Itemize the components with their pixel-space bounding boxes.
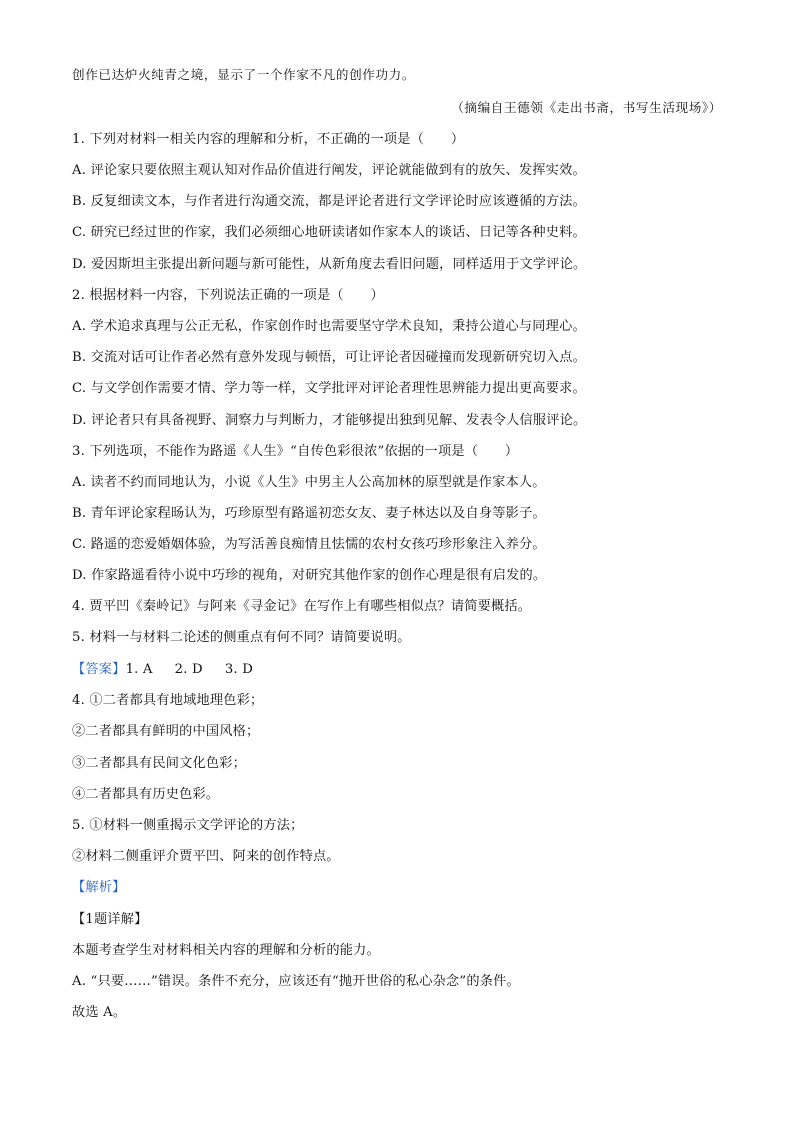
q2-option-d: D. 评论者只有具备视野、洞察力与判断力，才能够提出独到见解、发表令人信服评论。 [72,413,587,428]
answer-5-line-2: ②材料二侧重评介贾平凹、阿来的创作特点。 [72,849,340,864]
q2-option-a: A. 学术追求真理与公正无私，作家创作时也需要坚守学术良知，秉持公道心与同理心。 [72,319,586,334]
q5-stem: 5. 材料一与材料二论述的侧重点有何不同？请简要说明。 [72,630,411,645]
q2-option-c: C. 与文学创作需要才情、学力等一样，文学批评对评论者理性思辨能力提出更高要求。 [72,381,586,396]
detail-line-3: 故选 A。 [72,1005,127,1020]
detail-line-1: 本题考查学生对材料相关内容的理解和分析的能力。 [72,943,380,958]
q1-option-c: C. 研究已经过世的作家，我们必须细心地研读诸如作家本人的谈话、日记等各种史料。 [72,225,586,240]
citation: （摘编自王德领《走出书斋，书写生活现场》） [451,100,722,115]
answer-line [72,661,253,679]
q2-stem: 2. 根据材料一内容，下列说法正确的一项是（ ） [72,288,384,303]
answer-4-line-3: ③二者都具有民间文化色彩； [72,756,247,771]
answer-1: 1. A [125,662,153,677]
q4-stem: 4. 贾平凹《秦岭记》与阿来《寻金记》在写作上有哪些相似点？请简要概括。 [72,599,532,614]
detail-line-2: A. “只要……”错误。条件不充分，应该还有“抛开世俗的私心杂念”的条件。 [72,974,520,989]
q1-stem: 1. 下列对材料一相关内容的理解和分析，不正确的一项是（ ） [72,132,465,147]
q3-option-a: A. 读者不约而同地认为，小说《人生》中男主人公高加林的原型就是作家本人。 [72,475,546,490]
passage-tail: 创作已达炉火纯青之境，显示了一个作家不凡的创作功力。 [72,67,416,82]
q1-option-a: A. 评论家只要依照主观认知对作品价值进行阐发，评论就能做到有的放矢、发挥实效。 [72,163,586,178]
q1-option-d: D. 爱因斯坦主张提出新问题与新可能性，从新角度去看旧问题，同样适用于文学评论。 [72,257,587,272]
q3-stem: 3. 下列选项，不能作为路遥《人生》“自传色彩很浓”依据的一项是（ ） [72,444,519,459]
answer-label: 【答案】 [72,662,126,677]
analysis-label: 【解析】 [72,880,126,895]
q1-option-b: B. 反复细读文本，与作者进行沟通交流，都是评论者进行文学评论时应该遵循的方法。 [72,194,587,209]
q3-option-d: D. 作家路遥看待小说中巧珍的视角，对研究其他作家的创作心理是很有启发的。 [72,568,547,583]
detail-label: 【1题详解】 [72,912,148,927]
answer-4-line-2: ②二者都具有鲜明的中国风格； [72,724,260,739]
answer-4-line-4: ④二者都具有历史色彩。 [72,787,220,802]
q3-option-c: C. 路遥的恋爱婚姻体验，为写活善良痴情且怯懦的农村女孩巧珍形象注入养分。 [72,537,546,552]
q2-option-b: B. 交流对话可让作者必然有意外发现与顿悟，可让评论者因碰撞而发现新研究切入点。 [72,350,587,365]
answer-4-line-1: 4. ①二者都具有地域地理色彩； [72,693,264,708]
answer-3: 3. D [224,662,253,677]
answer-2: 2. D [174,662,203,677]
q3-option-b: B. 青年评论家程旸认为，巧珍原型有路遥初恋女友、妻子林达以及自身等影子。 [72,506,546,521]
answer-5-line-1: 5. ①材料一侧重揭示文学评论的方法； [72,818,304,833]
